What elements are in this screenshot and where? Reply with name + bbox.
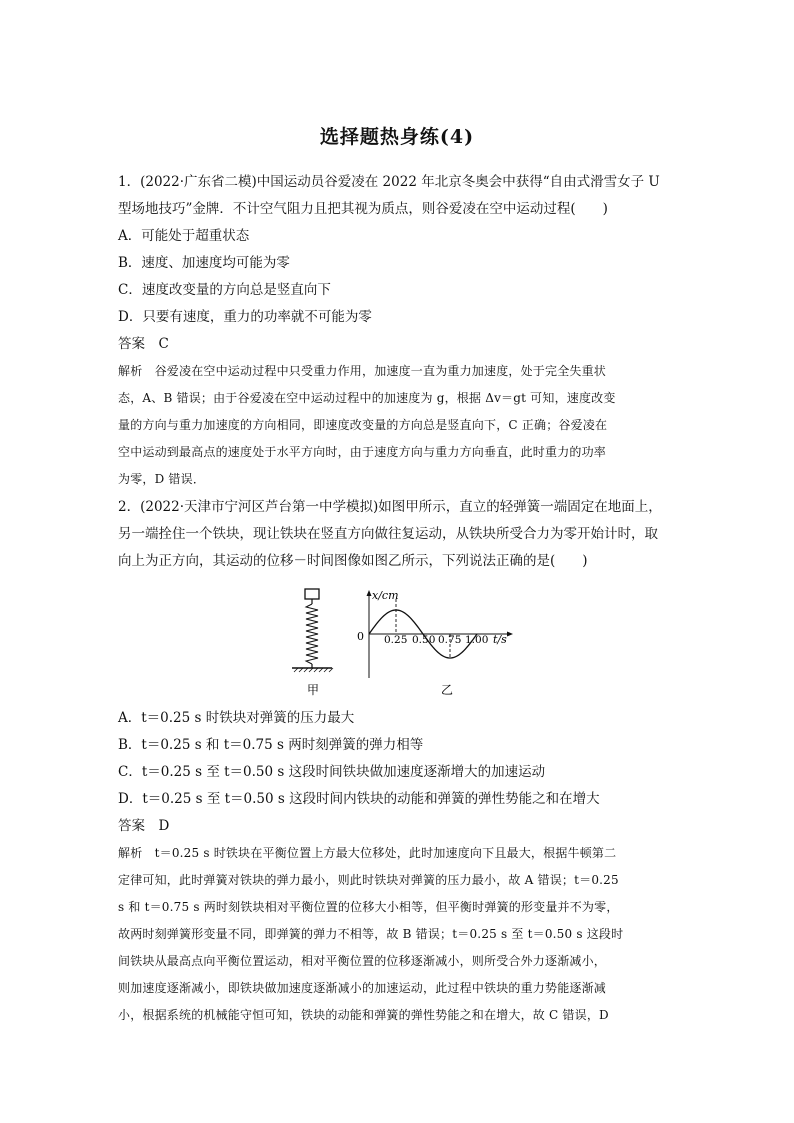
q2-answer: 答案 D — [118, 818, 170, 834]
q2-analysis-line3: s 和 t＝0.75 s 两时刻铁块相对平衡位置的位移大小相等，但平衡时弹簧的形变量并不为零， — [118, 900, 619, 914]
q1-analysis-line3: 量的方向与重力加速度的方向相同，即速度改变量的方向总是竖直向下，C 正确；谷爱凌在 — [118, 418, 608, 432]
q1-analysis-line2: 态，A、B 错误；由于谷爱凌在空中运动过程中的加速度为 g，根据 Δv＝gt 可知，速度改变 — [118, 391, 616, 405]
q2-option-c: C．t＝0.25 s 至 t＝0.50 s 这段时间铁块做加速度逐渐增大的加速运动 — [118, 764, 546, 780]
tick-label-0.50: 0.50 — [412, 634, 436, 646]
q1-answer: 答案 C — [118, 336, 169, 352]
q1-analysis-line5: 为零，D 错误． — [118, 472, 206, 486]
iron-block — [305, 589, 319, 599]
q2-analysis-line6: 则加速度逐渐减小，即铁块做加速度逐渐减小的加速运动，此过程中铁块的重力势能逐渐减 — [118, 981, 607, 995]
figure-caption-jia: 甲 — [307, 683, 320, 697]
q1-option-a: A．可能处于超重状态 — [118, 228, 250, 244]
spring-apparatus — [292, 589, 333, 672]
q2-analysis-line1: 解析 t＝0.25 s 时铁块在平衡位置上方最大位移处，此时加速度向下且最大，根据牛顿第二 — [118, 846, 617, 860]
q1-option-b: B．速度、加速度均可能为零 — [118, 255, 290, 271]
q2-analysis-line2: 定律可知，此时弹簧对铁块的弹力最小，则此时铁块对弹簧的压力最小，故 A 错误；t＝0.25 — [118, 873, 619, 887]
q2-stem-line2: 另一端拴住一个铁块，现让铁块在竖直方向做往复运动，从铁块所受合力为零开始计时，取 — [118, 526, 658, 542]
q2-stem-line1: 2．(2022·天津市宁河区芦台第一中学模拟)如图甲所示，直立的轻弹簧一端固定在地面上， — [118, 499, 662, 515]
tick-label-1.00: 1.00 — [465, 634, 489, 646]
q1-analysis-line4: 空中运动到最高点的速度处于水平方向时，由于速度方向与重力方向垂直，此时重力的功率 — [118, 445, 607, 459]
y-axis-label: x/cm — [372, 589, 399, 602]
q2-option-b: B．t＝0.25 s 和 t＝0.75 s 两时刻弹簧的弹力相等 — [118, 737, 424, 753]
q2-analysis-line4: 故两时刻弹簧形变量不同，即弹簧的弹力不相等，故 B 错误；t＝0.25 s 至 t＝0.50 s 这段时 — [118, 927, 624, 941]
tick-label-0.25: 0.25 — [384, 634, 408, 646]
q1-stem-line2: 型场地技巧”金牌．不计空气阻力且把其视为质点，则谷爱凌在空中运动过程( ) — [118, 201, 608, 217]
q1-stem-line1: 1．(2022·广东省二模)中国运动员谷爱凌在 2022 年北京冬奥会中获得“自由式滑雪女子 U — [118, 174, 660, 190]
x-axis-label: t/s — [493, 633, 507, 646]
q2-analysis-line7: 小，根据系统的机械能守恒可知，铁块的动能和弹簧的弹性势能之和在增大，故 C 错误，D — [118, 1008, 609, 1022]
xt-graph — [357, 589, 513, 678]
q1-analysis-line1: 解析 谷爱凌在空中运动过程中只受重力作用，加速度一直为重力加速度，处于完全失重状 — [118, 364, 607, 378]
spring-coil — [306, 604, 318, 664]
q1-option-d: D．只要有速度，重力的功率就不可能为零 — [118, 309, 372, 325]
q2-analysis-line5: 间铁块从最高点向平衡位置运动，相对平衡位置的位移逐渐减小，则所受合外力逐渐减小， — [118, 954, 607, 968]
q2-figure — [284, 588, 524, 704]
tick-label-0.75: 0.75 — [438, 634, 462, 646]
q1-option-c: C．速度改变量的方向总是竖直向下 — [118, 282, 331, 298]
q2-option-a: A．t＝0.25 s 时铁块对弹簧的压力最大 — [118, 710, 355, 726]
figure-caption-yi: 乙 — [441, 683, 454, 697]
q2-option-d: D．t＝0.25 s 至 t＝0.50 s 这段时间内铁块的动能和弹簧的弹性势能之和在增大 — [118, 791, 600, 807]
origin-label: 0 — [357, 630, 364, 643]
page-title: 选择题热身练(4) — [319, 126, 475, 148]
q2-figure-svg — [284, 588, 524, 700]
q2-stem-line3: 向上为正方向，其运动的位移－时间图像如图乙所示，下列说法正确的是( ) — [118, 553, 588, 569]
